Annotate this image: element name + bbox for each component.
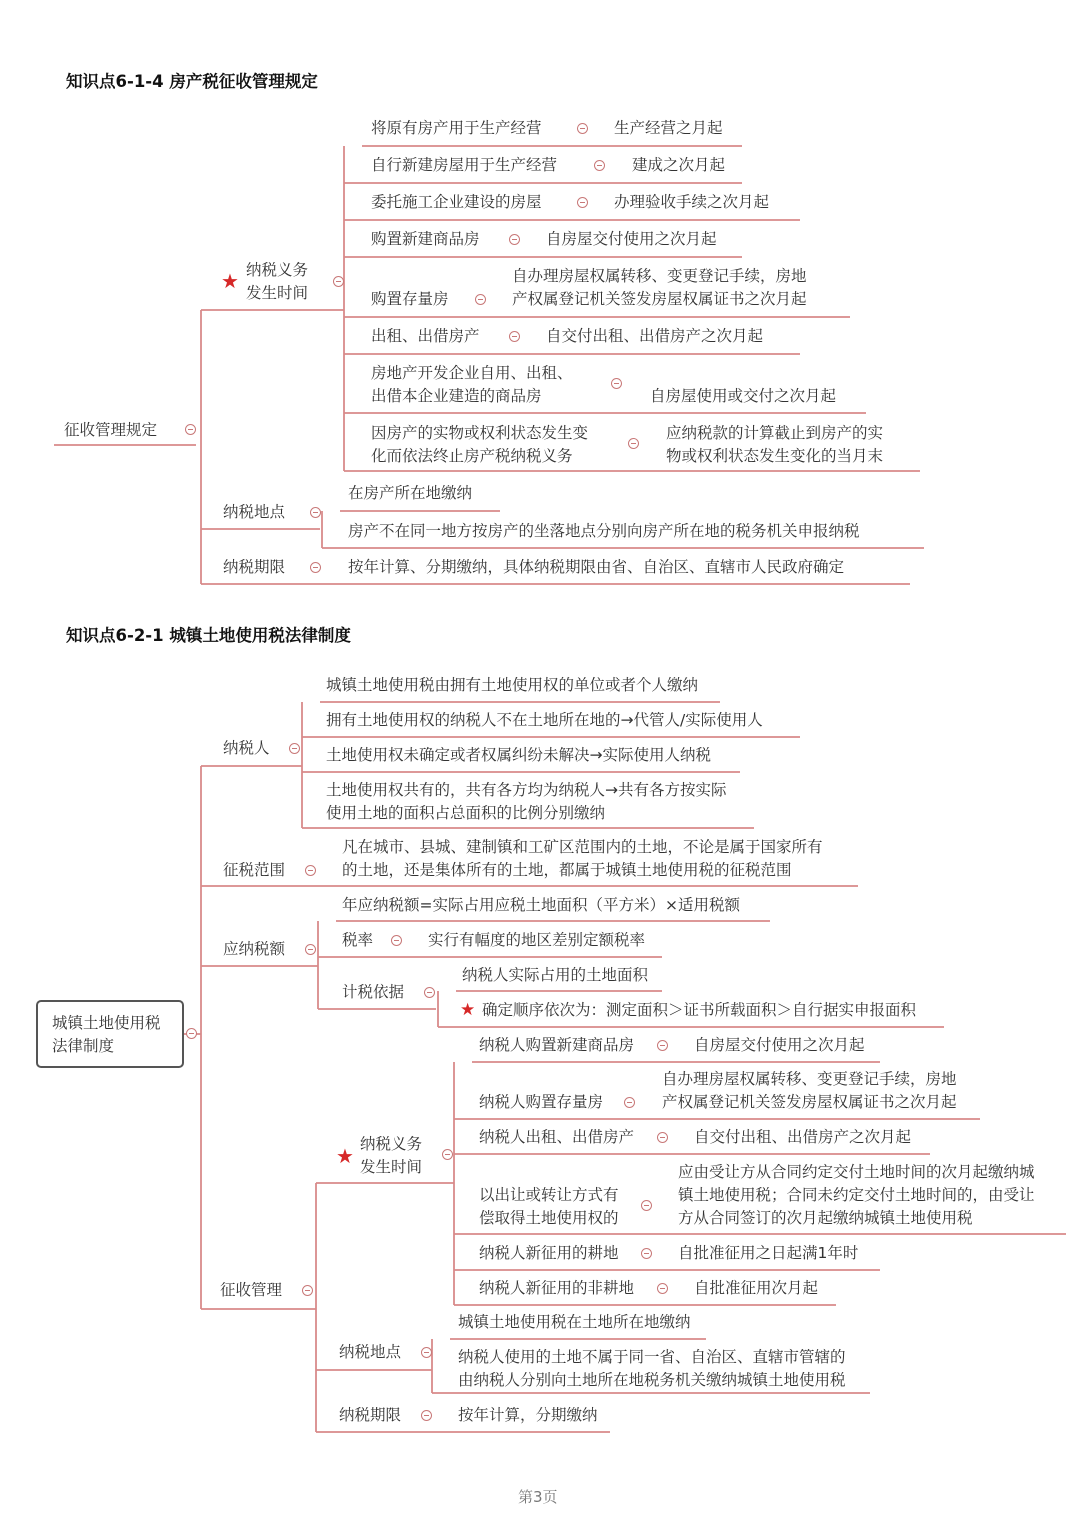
star-icon: ★ xyxy=(336,1144,354,1168)
taxpayer-item: 拥有土地使用权的纳税人不在土地所在地的→代管人/实际使用人 xyxy=(326,711,763,729)
time-item-cond: 购置新建商品房 xyxy=(371,230,480,248)
admin-time-cond: 纳税人购置存量房 xyxy=(479,1093,604,1111)
section1-title: 知识点6-1-4 房产税征收管理规定 xyxy=(66,72,318,91)
place-item: 在房产所在地缴纳 xyxy=(348,484,473,502)
time-item-result: 生产经营之月起 xyxy=(614,119,723,137)
collapse-toggle-icon[interactable] xyxy=(475,294,486,305)
admin-time-label-line2: 发生时间 xyxy=(360,1158,423,1176)
admin-time-cond: 纳税人新征用的非耕地 xyxy=(479,1279,635,1297)
collapse-toggle-icon[interactable] xyxy=(185,424,196,435)
star-icon: ★ xyxy=(221,269,239,293)
collapse-toggle-icon[interactable] xyxy=(302,1285,313,1296)
collapse-toggle-icon[interactable] xyxy=(333,276,344,287)
admin-time-result: 自房屋交付使用之次月起 xyxy=(694,1036,865,1054)
admin-time-result: 自批准征用次月起 xyxy=(694,1279,819,1297)
root-label-line2: 法律制度 xyxy=(52,1037,115,1055)
time-item-result: 自房屋交付使用之次月起 xyxy=(546,230,717,248)
time-item-result-line1: 自办理房屋权属转移、变更登记手续，房地 xyxy=(512,267,807,285)
admin-period-label: 纳税期限 xyxy=(339,1406,402,1424)
basis-label: 计税依据 xyxy=(342,983,405,1001)
place-branch-label: 纳税地点 xyxy=(223,503,286,521)
collapse-toggle-icon[interactable] xyxy=(391,935,402,946)
time-item-cond: 购置存量房 xyxy=(371,290,449,308)
basis-item: 确定顺序依次为：测定面积＞证书所载面积＞自行据实申报面积 xyxy=(482,1001,917,1019)
collapse-toggle-icon[interactable] xyxy=(594,160,605,171)
time-item-cond-line1: 房地产开发企业自用、出租、 xyxy=(371,364,573,382)
time-item-result: 自交付出租、出借房产之次月起 xyxy=(546,327,764,345)
collapse-toggle-icon[interactable] xyxy=(509,234,520,245)
taxpayer-item-line2: 使用土地的面积占总面积的比例分别缴纳 xyxy=(326,804,606,822)
collapse-toggle-icon[interactable] xyxy=(641,1248,652,1259)
time-item-cond: 委托施工企业建设的房屋 xyxy=(371,193,542,211)
place-item: 房产不在同一地方按房产的坐落地点分别向房产所在地的税务机关申报纳税 xyxy=(348,522,860,540)
time-branch-label-line2: 发生时间 xyxy=(246,284,309,302)
taxpayer-item-line1: 土地使用权共有的，共有各方均为纳税人→共有各方按实际 xyxy=(326,781,727,799)
taxpayer-item: 土地使用权未确定或者权属纠纷未解决→实际使用人纳税 xyxy=(326,746,711,764)
time-item-result: 办理验收手续之次月起 xyxy=(614,193,770,211)
basis-item: 纳税人实际占用的土地面积 xyxy=(462,966,649,984)
admin-time-result-line2: 产权属登记机关签发房屋权属证书之次月起 xyxy=(662,1093,957,1111)
collapse-toggle-icon[interactable] xyxy=(424,987,435,998)
admin-time-result: 自交付出租、出借房产之次月起 xyxy=(694,1128,912,1146)
time-item-result: 建成之次月起 xyxy=(632,156,726,174)
time-item-cond-line1: 因房产的实物或权利状态发生变 xyxy=(371,424,589,442)
collapse-toggle-icon[interactable] xyxy=(310,562,321,573)
collapse-toggle-icon[interactable] xyxy=(305,944,316,955)
time-item-cond-line2: 出借本企业建造的商品房 xyxy=(371,387,542,405)
period-branch-label: 纳税期限 xyxy=(223,558,286,576)
admin-time-result-line2: 镇土地使用税；合同未约定交付土地时间的，由受让 xyxy=(678,1186,1035,1204)
collapse-toggle-icon[interactable] xyxy=(310,507,321,518)
collapse-toggle-icon[interactable] xyxy=(657,1283,668,1294)
collapse-toggle-icon[interactable] xyxy=(657,1132,668,1143)
collapse-toggle-icon[interactable] xyxy=(305,865,316,876)
time-item-result-line1: 应纳税款的计算截止到房产的实 xyxy=(666,424,884,442)
scope-text-line1: 凡在城市、县城、建制镇和工矿区范围内的土地，不论是属于国家所有 xyxy=(342,838,823,856)
admin-time-label-line1: 纳税义务 xyxy=(360,1135,423,1153)
time-branch-label-line1: 纳税义务 xyxy=(246,261,309,279)
collapse-toggle-icon[interactable] xyxy=(186,1028,197,1039)
admin-time-result-line3: 方从合同签订的次月起缴纳城镇土地使用税 xyxy=(678,1209,973,1227)
time-item-result-line2: 产权属登记机关签发房屋权属证书之次月起 xyxy=(512,290,807,308)
period-text: 按年计算、分期缴纳，具体纳税期限由省、自治区、直辖市人民政府确定 xyxy=(348,558,845,576)
admin-time-cond: 纳税人出租、出借房产 xyxy=(479,1128,635,1146)
rate-text: 实行有幅度的地区差别定额税率 xyxy=(428,931,646,949)
collapse-toggle-icon[interactable] xyxy=(509,331,520,342)
time-item-cond: 将原有房产用于生产经营 xyxy=(371,119,542,137)
time-item-result: 自房屋使用或交付之次月起 xyxy=(650,387,837,405)
admin-place-item-line1: 纳税人使用的土地不属于同一省、自治区、直辖市管辖的 xyxy=(458,1348,846,1366)
collapse-toggle-icon[interactable] xyxy=(641,1200,652,1211)
time-item-result-line2: 物或权利状态发生变化的当月末 xyxy=(666,447,884,465)
rate-label: 税率 xyxy=(342,931,374,949)
admin-time-result: 自批准征用之日起满1年时 xyxy=(678,1244,859,1262)
collapse-toggle-icon[interactable] xyxy=(624,1097,635,1108)
collapse-toggle-icon[interactable] xyxy=(421,1347,432,1358)
time-item-cond: 出租、出借房产 xyxy=(371,327,480,345)
admin-period-text: 按年计算，分期缴纳 xyxy=(458,1406,598,1424)
collapse-toggle-icon[interactable] xyxy=(657,1040,668,1051)
section1-root-node: 征收管理规定 xyxy=(64,421,158,439)
admin-time-cond: 纳税人新征用的耕地 xyxy=(479,1244,619,1262)
admin-time-cond: 纳税人购置新建商品房 xyxy=(479,1036,635,1054)
admin-place-item: 城镇土地使用税在土地所在地缴纳 xyxy=(458,1313,691,1331)
collapse-toggle-icon[interactable] xyxy=(289,743,300,754)
scope-text-line2: 的土地，还是集体所有的土地，都属于城镇土地使用税的征税范围 xyxy=(342,861,792,879)
time-item-cond-line2: 化而依法终止房产税纳税义务 xyxy=(371,447,573,465)
page-number: 第3页 xyxy=(518,1488,558,1506)
collapse-toggle-icon[interactable] xyxy=(628,438,639,449)
collapse-toggle-icon[interactable] xyxy=(577,197,588,208)
admin-time-cond-line1: 以出让或转让方式有 xyxy=(479,1186,619,1204)
time-item-cond: 自行新建房屋用于生产经营 xyxy=(371,156,558,174)
admin-place-label: 纳税地点 xyxy=(339,1343,402,1361)
root-label-line1: 城镇土地使用税 xyxy=(52,1014,161,1032)
collapse-toggle-icon[interactable] xyxy=(421,1410,432,1421)
admin-label: 征收管理 xyxy=(220,1281,283,1299)
tax-formula: 年应纳税额=实际占用应税土地面积（平方米）×适用税额 xyxy=(342,896,740,914)
admin-place-item-line2: 由纳税人分别向土地所在地税务机关缴纳城镇土地使用税 xyxy=(458,1371,846,1389)
collapse-toggle-icon[interactable] xyxy=(611,378,622,389)
admin-time-result-line1: 应由受让方从合同约定交付土地时间的次月起缴纳城 xyxy=(678,1163,1035,1181)
scope-label: 征税范围 xyxy=(223,861,286,879)
collapse-toggle-icon[interactable] xyxy=(442,1149,453,1160)
admin-time-result-line1: 自办理房屋权属转移、变更登记手续，房地 xyxy=(662,1070,957,1088)
star-icon: ★ xyxy=(460,1000,476,1020)
admin-time-cond-line2: 偿取得土地使用权的 xyxy=(479,1209,619,1227)
collapse-toggle-icon[interactable] xyxy=(577,123,588,134)
taxpayer-item: 城镇土地使用税由拥有土地使用权的单位或者个人缴纳 xyxy=(326,676,699,694)
tax-label: 应纳税额 xyxy=(223,940,286,958)
taxpayer-label: 纳税人 xyxy=(223,739,270,757)
section2-title: 知识点6-2-1 城镇土地使用税法律制度 xyxy=(66,626,351,645)
